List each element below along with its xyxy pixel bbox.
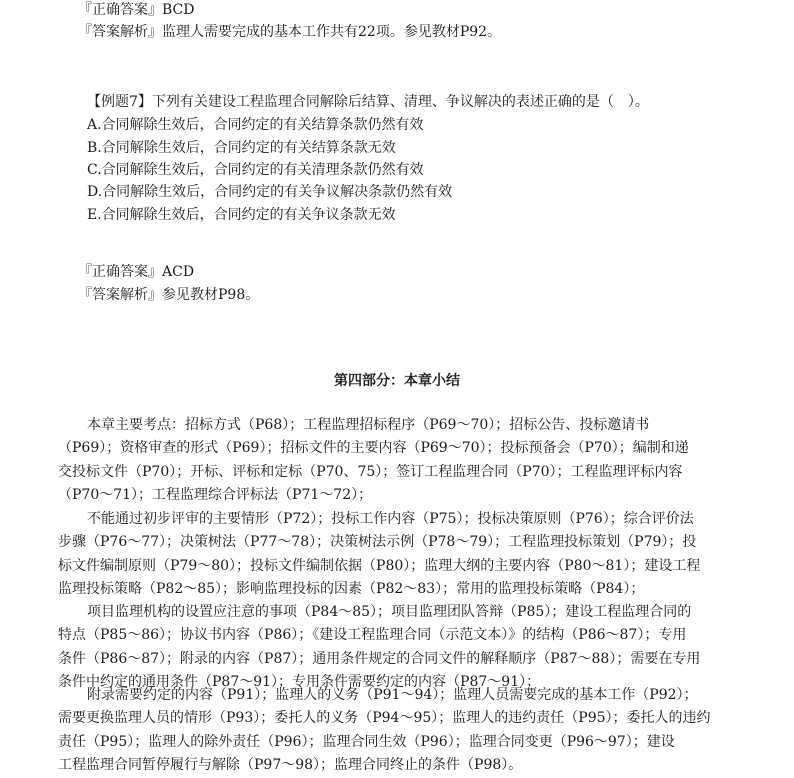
- summary-line: 本章主要考点：招标方式（P68）；工程监理招标程序（P69～70）；招标公告、投标邀请书: [87, 417, 650, 433]
- correct-answer-example7: 『正确答案』ACD: [78, 264, 195, 280]
- answer-analysis-prev: 『答案解析』监理人需要完成的基本工作共有22项。参见教材P92。: [78, 24, 502, 40]
- option-d: D.合同解除生效后，合同约定的有关争议解决条款仍然有效: [87, 184, 453, 200]
- summary-line: 条件（P86～87）；附录的内容（P87）；通用条件规定的合同文件的解释顺序（P87～88）；需要在专用: [58, 650, 701, 667]
- summary-line: 交投标文件（P70）；开标、评标和定标（P70、75）；签订工程监理合同（P70）；工程监理评标内容: [58, 463, 683, 480]
- summary-paragraph-3: [58, 601, 746, 695]
- summary-line: （P69）；资格审查的形式（P69）；招标文件的主要内容（P69～70）；投标预备会（P70）；编制和递: [58, 440, 689, 457]
- summary-line: 条件中约定的通用条件（P87～91）；专用条件需要约定的内容（P87～91）；: [58, 674, 541, 691]
- answer-analysis-example7: 『答案解析』参见教材P98。: [78, 287, 260, 303]
- summary-line: 标文件编制原则（P79～80）；投标文件编制依据（P80）；监理大纲的主要内容（P80～81）；建设工程: [58, 557, 701, 574]
- summary-line: 监理投标策略（P82～85）；影响监理投标的因素（P82～83）；常用的监理投标策略（P84）；: [58, 581, 645, 598]
- summary-line: 步骤（P76～77）；决策树法（P77～78）；决策树法示例（P78～79）；工程监理投标策划（P79）；投: [58, 534, 697, 551]
- summary-line: 不能通过初步评审的主要情形（P72）；投标工作内容（P75）；投标决策原则（P76）；综合评价法: [87, 511, 694, 527]
- example-question: 【例题7】下列有关建设工程监理合同解除后结算、清理、争议解决的表述正确的是（ ）。: [87, 94, 649, 110]
- summary-line: 工程监理合同暂停履行与解除（P97～98）；监理合同终止的条件（P98）。: [58, 757, 523, 774]
- option-b: B.合同解除生效后，合同约定的有关结算条款无效: [87, 140, 396, 156]
- summary-paragraph-4: [58, 684, 746, 778]
- section-heading: 第四部分：本章小结: [334, 373, 460, 389]
- summary-line: 附录需要约定的内容（P91）；监理人的义务（P91～94）；监理人员需要完成的基本工作（P92）；: [87, 687, 698, 703]
- summary-line: 需要更换监理人员的情形（P93）；委托人的义务（P94～95）；监理人的违约责任（P95）；委托人的违约: [58, 710, 711, 727]
- summary-line: 责任（P95）；监理人的除外责任（P96）；监理合同生效（P96）；监理合同变更（P96～97）；建设: [58, 733, 675, 750]
- summary-line: （P70～71）；工程监理综合评标法（P71～72）；: [58, 487, 373, 504]
- option-e: E.合同解除生效后，合同约定的有关争议条款无效: [87, 207, 396, 223]
- summary-line: 特点（P85～86）；协议书内容（P86）；《建设工程监理合同（示范文本）》的结构（P86～87）；专用: [58, 627, 687, 644]
- correct-answer-prev: 『正确答案』BCD: [78, 2, 195, 18]
- summary-paragraph-2: [58, 508, 746, 602]
- summary-paragraph-1: [58, 414, 746, 508]
- summary-line: 项目监理机构的设置应注意的事项（P84～85）；项目监理团队答辩（P85）；建设工程监理合同的: [87, 604, 692, 620]
- option-a: A.合同解除生效后，合同约定的有关结算条款仍然有效: [87, 117, 424, 133]
- option-c: C.合同解除生效后，合同约定的有关清理条款仍然有效: [87, 162, 424, 178]
